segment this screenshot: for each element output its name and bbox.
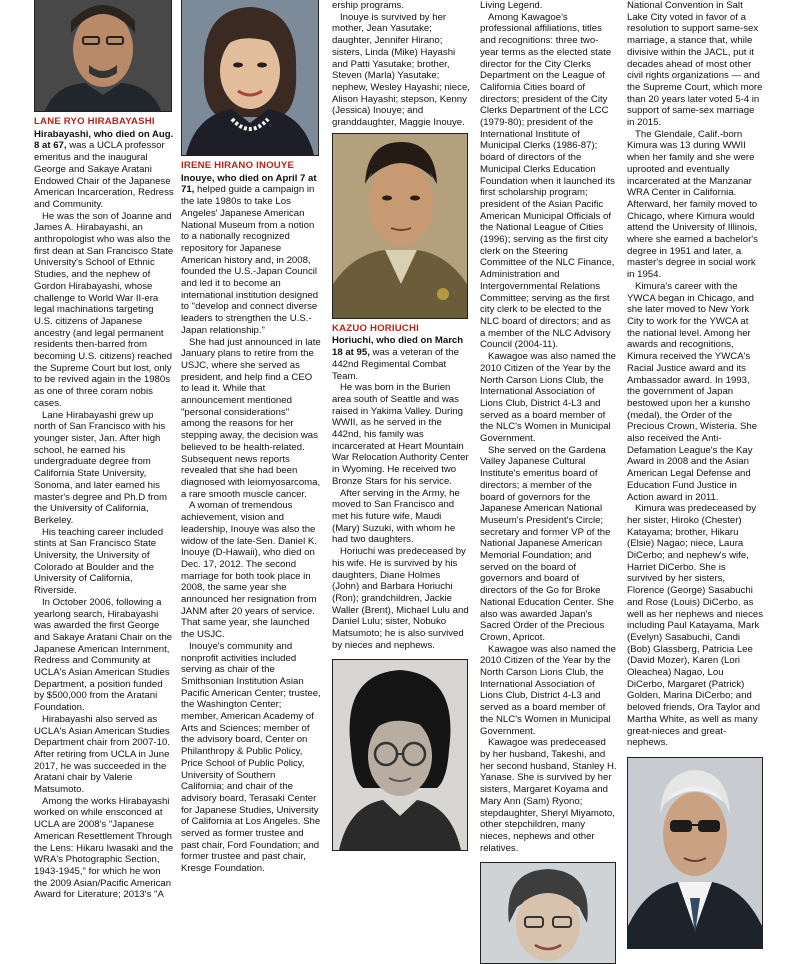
paragraph: Inouye's community and nonprofit activities included serving as chair of the Smithsonian Institution Asian Pacific American Center; trustee, the Washington Center; member, American Academy of Arts and Sciences; member of the advisory board, Center on Philanthropy & Public Policy, Price School of Public Policy, University of Southern California; and chair of the advisory board, Terasaki Center for Japanese Studies, University of California at Los Angeles. She served as former trustee and past chair, Ford Foundation; and former trustee and past chair, Kresge Foundation. bbox=[181, 640, 321, 875]
paragraph: After serving in the Army, he moved to San Francisco and met his future wife, Maudi (Mary) Suzuki, with whom he had two daughters. bbox=[332, 487, 460, 546]
obit-lead-inouye: Inouye, who died on April 7 at 71, helped guide a campaign in the late 1980s to take Los Angeles' Japanese American National Museum from a notion to a nationally recognized repository for Japanese American history and, in 2008, founded the U.S.-Japan Council and led it to become an international institution designed to "develop and connect diverse leaders to strengthen the U.S.-Japan relationship." bbox=[181, 172, 319, 336]
obit-name-hirabayashi: LANE RYO HIRABAYASHI bbox=[34, 116, 155, 127]
paragraph: Living Legend. bbox=[480, 0, 543, 11]
paragraph: Kimura's career with the YWCA began in Chicago, and she later moved to New York City to work for the YWCA at the national level. Among her awards and recognitions, Kimura received the YWCA's Racial Justice award and its Ambassador award. In 1993, the government of Japan bestowed upon her a kunsho (medal), the Order of the Precious Crown, Wisteria. She also received the Anti-Defamation League's the Kay Award in 2008 and the Asian American Legal Defense and Education Fund Justice in Action award in 2011. bbox=[627, 280, 758, 503]
photo-lane-hirabayashi bbox=[34, 0, 172, 112]
column-3 bbox=[332, 0, 470, 800]
obit-lead-hirabayashi: Hirabayashi, who died on Aug. 8 at 67, was a UCLA professor emeritus and the inaugural George and Sakaye Aratani Endowed Chair of the Japanese American Incarceration, Redress and Community. bbox=[34, 128, 174, 210]
paragraph: She had just announced in late January plans to retire from the USJC, where she served as president, and help find a CEO to lead it. While that announcement mentioned "personal considerations" among the reasons for her stepping away, the decision was believed to be health-related. Subsequent news reports revealed that she had been diagnosed with leiomyosarcoma, a rare smooth muscle cancer. bbox=[181, 336, 321, 500]
paragraph: He was the son of Joanne and James A. Hirabayashi, an anthropologist who was also the first dean at San Francisco State University's School of Ethnic Studies, and the nephew of Gordon Hirabayashi, whose challenge to World War II-era legal machinations targeting U.S. citizens of Japanese ancestry (and legal permanent residents then-barred from becoming U.S. citizens) reached the Supreme Court but lost, only to be revived again in the 1980s as one of three coram nobis cases. bbox=[34, 210, 174, 409]
column-5 bbox=[627, 0, 764, 800]
paragraph: Among Kawagoe's professional affiliations, titles and recognitions: three two-year terms as the elected state director for the City Clerks Department on the League of California Cities board of directors; president of the City Clerks Department of the LCC (1979-80); president of the International Institute of Municipal Clerks (1986-87); board of directors of the Municipal Clerks Education Foundation when it launched its first scholarship program; president of the Asian Pacific American Municipal Officials of the National League of Cities (1996); serving as the first city clerk on the Steering Committee of the NLC Finance, Administration and Intergovernmental Relations Committee; serving as the first city clerk to be elected to the NLC board of directors; and as a member of the NLC Advisory Council (2004-11). bbox=[480, 11, 615, 351]
paragraph: Among the works Hirabayashi worked on while ensconced at UCLA are 2008's "Japanese American Resettlement Through the Lens: Hikaru Iwasaki and the WRA's Photographic Section, 1943-1945," for which he won the 2009 Asian/Pacific American Award for Literature; 2013's "A bbox=[34, 795, 174, 901]
paragraph: National Convention in Salt Lake City voted in favor of a resolution to support same-sex marriage, a stance that, while divisive within the JACL, put it decades ahead of most other civil rights organizations — and the Supreme Court, which more than 20 years later voted 5-4 in support of same-sex marriage in 2015. bbox=[627, 0, 763, 129]
paragraph: Kawagoe was also named the 2010 Citizen of the Year by the North Carson Lions Club, the International Association of Lions Club, District 4-L3 and served as a board member of the NLC's Women in Municipal Government. bbox=[480, 351, 616, 445]
paragraph: Horiuchi was predeceased by his wife. He is survived by his daughters, Diane Holmes (John) and Barbara Horiuchi (Ron); grandchildren, Jackie Waller (Brent), Michael Lulu and Daniel Lulu; sister, Nobuko Matsumoto; he is also survived by nieces and nephews. bbox=[332, 546, 469, 651]
photo-woman-with-glasses bbox=[332, 659, 468, 851]
paragraph: His teaching career included stints at San Francisco State University, the University of Colorado at Boulder and the University of California, Riverside. bbox=[34, 526, 164, 597]
paragraph: She served on the Gardena Valley Japanese Cultural Institute's emeritus board of directors; a member of the board of governors for the Japanese American National Museum's President's Circle; secretary and former VP of the National Japanese American Memorial Foundation; and served on the board of governors and board of directors of the Go for Broke National Education Center. She also was awarded Japan's Sacred Order of the Precious Crown, Apricot. bbox=[480, 444, 614, 643]
photo-woman-smiling bbox=[480, 862, 616, 964]
column-2 bbox=[181, 0, 321, 875]
paragraph: Lane Hirabayashi grew up north of San Francisco with his younger sister, Jan. After high school, he earned his undergraduate degree from California State University, Sonoma, and later earned his master's degree and Ph.D from the University of California, Berkeley. bbox=[34, 409, 168, 526]
paragraph: A woman of tremendous achievement, vision and leadership, Inouye was also the widow of the late-Sen. Daniel K. Inouye (D-Hawaii), who died on Dec. 17, 2012. The second marriage for both took place in 2008, the same year she announced her resignation from JANM after 20 years of service. That same year, she launched the USJC. bbox=[181, 500, 317, 641]
obit-name-inouye: IRENE HIRANO INOUYE bbox=[181, 160, 295, 171]
paragraph: Hirabayashi also served as UCLA's Asian American Studies Department chair from 2007-10. After retiring from UCLA in June 2017, he was succeeded in the Aratani chair by Valerie Matsumoto. bbox=[34, 713, 170, 796]
paragraph: He was born in the Burien area south of Seattle and was raised in Yakima Valley. During WWII, as he served in the 442nd, his family was incarcerated at Heart Mountain War Relocation Authority Center in Wyoming. He received two Bronze Stars for his service. bbox=[332, 382, 469, 487]
paragraph: Inouye is survived by her mother, Jean Yasutake; daughter, Jennifer Hirano; sisters, Linda (Mike) Hayashi and Patti Yasutake; brother, Steven (Marla) Yasutake; nephew, Wesley Hayashi; niece, Alison Hayashi; stepson, Kenny (Jessica) Inouye; and granddaughter, Maggie Inouye. bbox=[332, 11, 470, 129]
photo-irene-hirano-inouye bbox=[181, 0, 319, 156]
column-1 bbox=[34, 0, 174, 901]
photo-kazuo-horiuchi bbox=[332, 133, 468, 319]
paragraph: Kawagoe was also named the 2010 Citizen of the Year by the North Carson Lions Club, the International Association of Lions Club, District 4-L3 and served as a board member of the NLC's Women in Municipal Government. bbox=[480, 643, 616, 737]
paragraph: ership programs. bbox=[332, 0, 404, 11]
paragraph: Kimura was predeceased by her sister, Hiroko (Chester) Katayama; brother, Hikaru (Elsie) Nagao; niece, Laura DiCerbo; and nephew's wife, Harriet DiCerbo. She is survived by her sisters, Florence (George) Sasabuchi and Rose (Louis) DiCerbo, as well as her nephews and nieces including Paul Katayama, Mark (Evelyn) Sasabuchi, Candi (Bob) Glassberg, Patricia Lee (David Mozer), Karen (Lori Oleachea) Nagao, Lou DiCerbo, Margaret (Patrick) Golden, Marina DiCerbo; and beloved friends, Ora Taylor and Martha White, as well as many great-nieces and great-nephews. bbox=[627, 503, 763, 749]
obit-name-horiuchi: KAZUO HORIUCHI bbox=[332, 322, 420, 334]
obit-lead-horiuchi: Horiuchi, who died on March 18 at 95, was a veteran of the 442nd Regimental Combat Team. bbox=[332, 335, 464, 382]
paragraph: The Glendale, Calif.-born Kimura was 13 during WWII when her family and she were uprooted and eventually incarcerated at the Manzanar WRA Center in California. Afterward, her family moved to Chicago, where Kimura would attend the University of Illinois, where she earned a bachelor's degree in 1951 and later, a master's degree in social work in 1954. bbox=[627, 128, 758, 281]
photo-man-with-sunglasses bbox=[627, 757, 763, 949]
paragraph: In October 2006, following a yearlong search, Hirabayashi was awarded the first George and Sakaye Aratani Chair on the Japanese American Internment, Redress and Community at UCLA's Asian American Studies Department, a position funded by $500,000 from the Aratani Foundation. bbox=[34, 596, 173, 714]
column-4 bbox=[480, 0, 617, 854]
paragraph: Kawagoe was predeceased by her husband, Takeshi, and her second husband, Stanley H. Yanase. She is survived by her sisters, Margaret Koyama and Mary Ann (Sam) Ryono; stepdaughter, Sheryl Miyamoto, other stepchildren, many nieces, nephews and other relatives. bbox=[480, 737, 617, 854]
